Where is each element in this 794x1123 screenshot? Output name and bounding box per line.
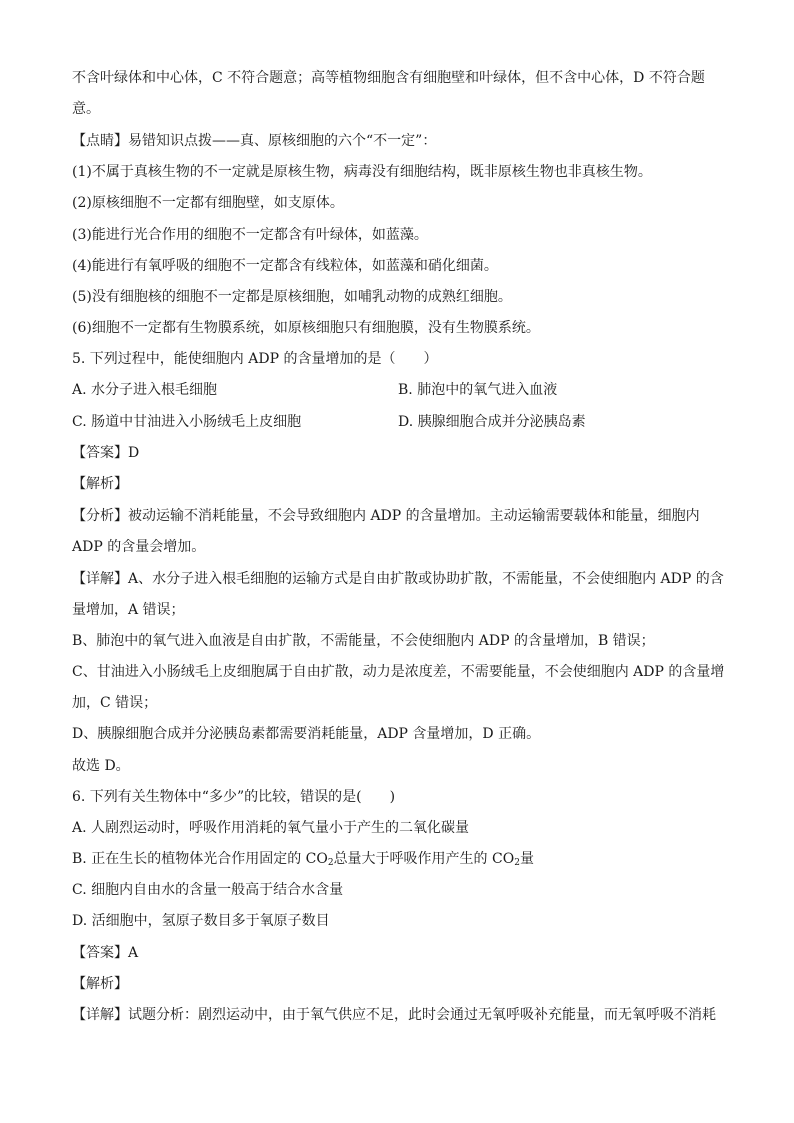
answer-label: 【答案】D (72, 445, 140, 461)
text-line: (5)没有细胞核的细胞不一定都是原核细胞，如哺乳动物的成熟红细胞。 (72, 289, 512, 305)
text-line: 不含叶绿体和中心体，C 不符合题意；高等植物细胞含有细胞壁和叶绿体，但不含中心体，D 不符合题 (72, 70, 705, 86)
text-line: C、甘油进入小肠绒毛上皮细胞属于自由扩散，动力是浓度差，不需要能量，不会使细胞内 ADP 的含量增 (72, 664, 725, 680)
text-line: B、肺泡中的氧气进入血液是自由扩散，不需能量，不会使细胞内 ADP 的含量增加，B 错误； (72, 633, 655, 649)
text-line: 【详解】A、水分子进入根毛细胞的运输方式是自由扩散或协助扩散，不需能量，不会使细胞内 ADP 的含 (72, 571, 724, 587)
q5-option-b: B. 肺泡中的氧气进入血液 (398, 382, 558, 398)
question-5-stem: 5. 下列过程中，能使细胞内 ADP 的含量增加的是（ ） (72, 351, 438, 367)
question-6-stem: 6. 下列有关生物体中“多少”的比较，错误的是( ) (72, 789, 396, 805)
text-line: (3)能进行光合作用的细胞不一定都含有叶绿体，如蓝藻。 (72, 227, 428, 243)
tip-heading: 【点睛】易错知识点拨——真、原核细胞的六个“不一定”： (72, 133, 437, 149)
q5-option-d: D. 胰腺细胞合成并分泌胰岛素 (398, 414, 586, 430)
q5-option-c: C. 肠道中甘油进入小肠绒毛上皮细胞 (72, 414, 302, 430)
text-line: (2)原核细胞不一定都有细胞壁，如支原体。 (72, 195, 344, 211)
answer-label: 【答案】A (72, 945, 139, 961)
text-line: (6)细胞不一定都有生物膜系统，如原核细胞只有细胞膜，没有生物膜系统。 (72, 320, 540, 336)
q6-b-text-1: B. 正在生长的植物体光合作用固定的 CO (72, 851, 328, 867)
text-line: (4)能进行有氧呼吸的细胞不一定都含有线粒体，如蓝藻和硝化细菌。 (72, 258, 498, 274)
text-line: D、胰腺细胞合成并分泌胰岛素都需要消耗能量，ADP 含量增加，D 正确。 (72, 726, 541, 742)
text-line: 意。 (72, 101, 100, 117)
q6-option-d: D. 活细胞中，氢原子数目多于氧原子数目 (72, 913, 330, 929)
text-line: 量增加，A 错误； (72, 602, 185, 618)
q6-option-a: A. 人剧烈运动时，呼吸作用消耗的氧气量小于产生的二氧化碳量 (72, 820, 470, 836)
text-line: ADP 的含量会增加。 (72, 539, 206, 555)
analysis-label: 【解析】 (72, 476, 128, 492)
q6-option-c: C. 细胞内自由水的含量一般高于结合水含量 (72, 882, 344, 898)
q6-b-text-3: 量 (519, 851, 534, 867)
text-line: 【详解】试题分析：剧烈运动中，由于氧气供应不足，此时会通过无氧呼吸补充能量，而无氧呼吸不消耗 (72, 1007, 716, 1023)
q5-option-a: A. 水分子进入根毛细胞 (72, 382, 218, 398)
analysis-label: 【解析】 (72, 976, 128, 992)
q6-b-text-2: 总量大于呼吸作用产生的 CO (333, 851, 515, 867)
text-line: 故选 D。 (72, 758, 130, 774)
text-line: 【分析】被动运输不消耗能量，不会导致细胞内 ADP 的含量增加。主动运输需要载体和能量，细胞内 (72, 508, 700, 524)
text-line: 加，C 错误； (72, 695, 158, 711)
text-line: (1)不属于真核生物的不一定就是原核生物，病毒没有细胞结构，既非原核生物也非真核生物。 (72, 164, 652, 180)
q6-option-b (72, 849, 534, 869)
subscript: 2 (327, 858, 334, 868)
subscript: 2 (514, 858, 520, 868)
